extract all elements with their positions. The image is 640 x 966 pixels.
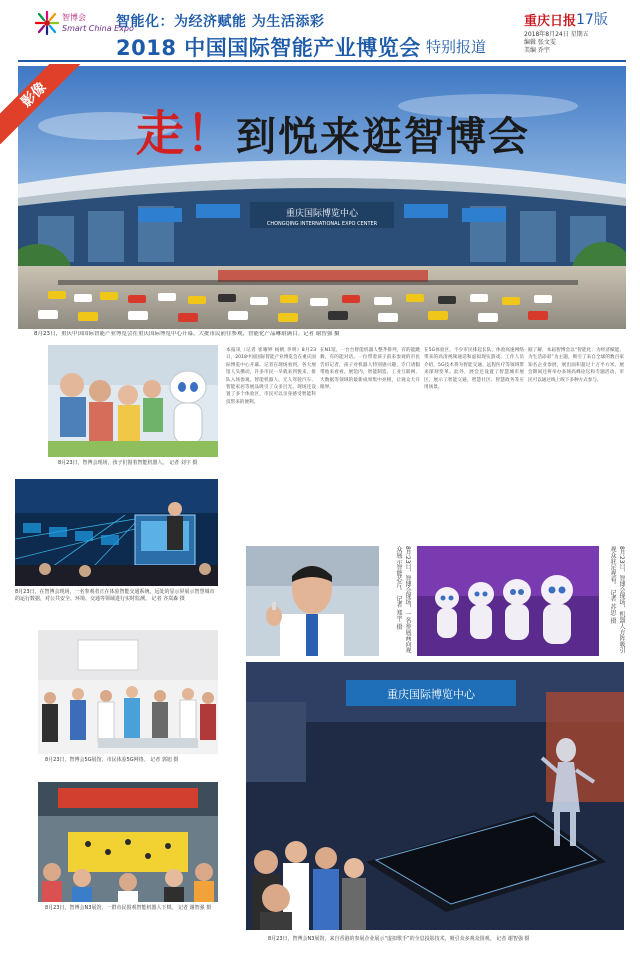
- expo-title: 2018 中国国际智能产业博览会: [116, 36, 421, 60]
- header-rule: [18, 60, 626, 62]
- photo-hologram-singer: [246, 662, 624, 930]
- bottom-photo-caption: 8月23日，智博会N3展馆，来自香港的参展企业展示“虚拟歌手”的全息投影技术，吸引众多观众围观。 记者 谢智强 摄: [268, 936, 530, 942]
- photo-robot-chess: [38, 782, 218, 902]
- photo-exhibitor-chip: [246, 546, 379, 656]
- photo-smart-city-display: [15, 479, 218, 586]
- editor-credit: 编辑 张文雯: [524, 39, 556, 46]
- headline-lead: 走！: [136, 106, 237, 162]
- photo-caption-3: 8月23日，智博会5G展馆，市民体验5G网络。 记者 郭旭 摄: [45, 757, 179, 763]
- article-column-2: 在N1馆，一台台智能机器人整齐排列，有的能跳舞，有的能对话。一位带着孩子前来参观的市民告诉记者，孩子对机器人特别感兴趣，专门请假带他来看看。展馆内，智能制造、工业互联网、大数据等领域的最新成果集中亮相，让观众大开眼界。: [320, 348, 420, 391]
- photo-5g-pavilion: [38, 630, 218, 754]
- logo-chinese-name: 智博会: [62, 13, 86, 22]
- special-report-label: 特别报道: [426, 38, 487, 56]
- logo-english-name: Smart China Expo: [62, 24, 134, 33]
- photo-robot-formation: [417, 546, 599, 656]
- ribbon-label: 影像: [0, 64, 80, 144]
- photo-caption-4: 8月23日，智博会N3展馆，一群市民围观智能机器人下棋。 记者 谢智强 摄: [45, 905, 212, 911]
- smart-expo-logo-icon: [34, 10, 60, 36]
- photo-vertical-caption-2: 8月23日，智博会现场，机器人方阵吸引观众驻足观看。 记者 苏思 摄: [609, 546, 625, 654]
- issue-date: 2018年8月24日 星期五: [524, 31, 589, 38]
- hero-sign-english: CHONGQING INTERNATIONAL EXPO CENTER: [266, 221, 378, 227]
- newspaper-name: 重庆日报: [524, 14, 577, 29]
- designer-credit: 美编 乔宇: [524, 47, 550, 54]
- photo-vertical-caption-1: 8月23日，智博会现场，一名参展商向观众展示智能芯片。 记者 郑宇 摄: [395, 546, 411, 654]
- photo-caption-2: 8月23日，在智博会现场，一名参观者正在体验智能交通系统，远处的显示屏展示智慧城市的运行数据，对公共安全、环境、交通等领域进行实时监测。 记者 齐岚森 摄: [15, 589, 215, 602]
- article-column-1: 本报讯（记者 崔曜婷 杨帆 李明）8月23日，2018中国国际智能产业博览会在重庆国际博览中心开幕。记者在现场看到，各大展馆人头攒动，许多市民一早就来到悦来，排队入场参观。智能机器人、无人驾驶汽车、智能家居等展品吸引了众多目光。现场还设置了多个体验区，市民可以亲身感受智能科技带来的便利。: [226, 348, 316, 405]
- page-number: 17版: [576, 12, 608, 28]
- bottom-photo-banner: 重庆国际博览中心: [387, 688, 475, 701]
- headline-rest: 到悦来逛智博会: [236, 113, 531, 160]
- photo-kids-robot: [48, 345, 218, 457]
- hero-caption: 8月23日，重庆中国国际智能产业博览会在重庆国际博览中心开幕。大批市民前往参观，智能化产品琳琅满目。记者 谢智强 摄: [34, 331, 340, 337]
- header-slogan: 智能化：为经济赋能 为生活添彩: [116, 14, 325, 30]
- photo-caption-1: 8月23日，智博会现场，孩子们围着智能机器人。 记者 刘宇 摄: [58, 460, 198, 466]
- main-headline: [136, 95, 530, 164]
- issue-meta: [524, 31, 624, 55]
- article-column-3: 在5G体验区，不少市民排起长队，体验高速网络带来的高清视频通话和虚拟现实游戏。工作人员介绍，5G技术将为智能交通、远程医疗等领域带来深刻变革。此外，展会还设置了智慧城市展区，展示了智能交通、智慧社区、智慧政务等应用场景。: [424, 348, 524, 391]
- hero-sign-chinese: 重庆国际博览中心: [285, 209, 359, 219]
- photo-section-ribbon: [0, 64, 80, 144]
- article-column-4: 据了解，本届智博会以“智能化：为经济赋能，为生活添彩”为主题，吸引了来自全球的数百家知名企业参展，展出面积超过十万平方米。展会期间还将举办多场高峰论坛和专题活动，市民可以通过线上线下多种方式参与。: [528, 348, 624, 383]
